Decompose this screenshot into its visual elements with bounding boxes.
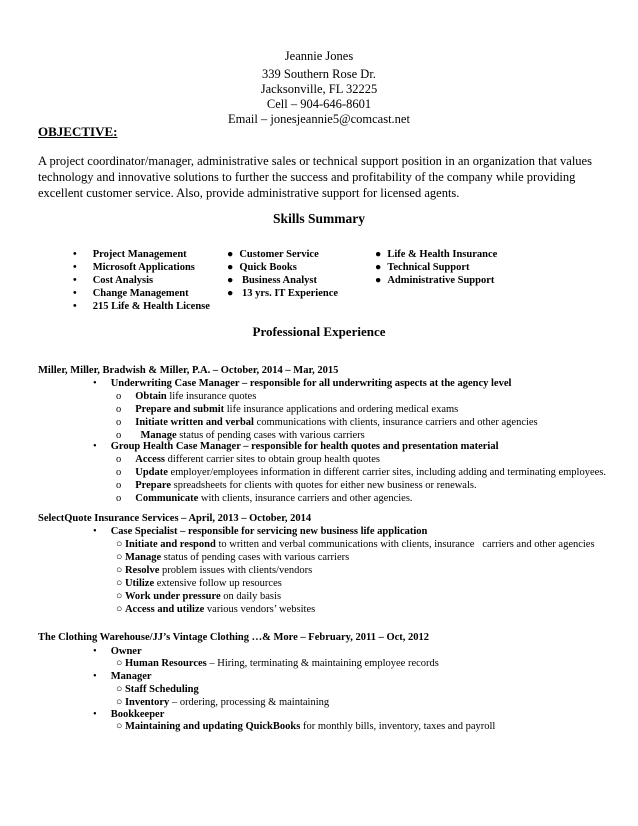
objective-line-2: technology and innovative solutions to further the success and profitability of the company while providing <box>38 170 576 184</box>
list-item: ○ Resolve problem issues with clients/vendors <box>116 565 313 576</box>
skill-item: ● Business Analyst <box>227 275 317 286</box>
job3-role2-list <box>116 683 329 709</box>
list-item: ○ Utilize extensive follow up resources <box>116 578 282 589</box>
list-item: ○ Inventory – ordering, processing & maintaining <box>116 697 330 708</box>
objective-line-1: A project coordinator/manager, administrative sales or technical support position in an organization that values <box>38 154 592 168</box>
job3-heading: The Clothing Warehouse/JJ’s Vintage Clothing …& More – February, 2011 – Oct, 2012 <box>38 632 430 643</box>
list-item: ○ Maintaining and updating QuickBooks for monthly bills, inventory, taxes and payroll <box>116 721 496 732</box>
contact-cell: Cell – 904-646-8601 <box>266 97 372 111</box>
contact-email: Email – jonesjeannie5@comcast.net <box>228 112 410 126</box>
job1-role2: • Group Health Case Manager – responsible for health quotes and presentation material <box>93 441 499 452</box>
skill-item: ● Quick Books <box>227 262 297 273</box>
list-item: ○ Work under pressure on daily basis <box>116 591 282 602</box>
list-item: o Manage status of pending cases with various carriers <box>116 430 365 441</box>
job3-role1: • Owner <box>93 646 142 657</box>
list-item: o Prepare spreadsheets for clients with quotes for either new business or renewals. <box>116 480 477 491</box>
skills-col2 <box>227 248 338 300</box>
contact-city: Jacksonville, FL 32225 <box>260 82 378 96</box>
job3-role3: • Bookkeeper <box>93 709 165 720</box>
job2-role1: • Case Specialist – responsible for servicing new business life application <box>93 526 428 537</box>
job2-role1-list <box>116 538 595 616</box>
job1-heading: Miller, Miller, Bradwish & Miller, P.A. – October, 2014 – Mar, 2015 <box>38 365 339 376</box>
skill-item: • Microsoft Applications <box>73 262 195 273</box>
job1-role1: • Underwriting Case Manager – responsible for all underwriting aspects at the agency level <box>93 378 512 389</box>
job2-heading: SelectQuote Insurance Services – April, 2013 – October, 2014 <box>38 513 312 524</box>
list-item: ○ Access and utilize various vendors’ websites <box>116 604 316 615</box>
list-item: o Update employer/employees information in different carrier sites, including adding and terminating employees. <box>116 467 606 478</box>
contact-street: 339 Southern Rose Dr. <box>262 67 376 81</box>
objective-line-3: excellent customer service. Also, provide administrative support for licensed agents. <box>38 186 460 200</box>
job3-role2: • Manager <box>93 671 152 682</box>
skill-item: ● Technical Support <box>375 262 470 273</box>
list-item: ○ Human Resources – Hiring, terminating & maintaining employee records <box>116 658 439 669</box>
job3-role1-list <box>116 657 439 670</box>
skill-item: ● Life & Health Insurance <box>375 249 498 260</box>
list-item: o Prepare and submit life insurance applications and ordering medical exams <box>116 404 459 415</box>
skills-col3 <box>375 248 497 287</box>
list-item: ○ Manage status of pending cases with various carriers <box>116 552 350 563</box>
job1-role1-list <box>116 390 538 442</box>
list-item: o Access different carrier sites to obtain group health quotes <box>116 454 380 465</box>
skills-title: Skills Summary <box>273 211 365 226</box>
list-item: ○ Staff Scheduling <box>116 684 199 695</box>
skill-item: ● Customer Service <box>227 249 319 260</box>
skill-item: ● Administrative Support <box>375 275 495 286</box>
job3-role3-list <box>116 720 495 733</box>
list-item: o Communicate with clients, insurance carriers and other agencies. <box>116 493 413 504</box>
skill-item: ● 13 yrs. IT Experience <box>227 288 339 299</box>
skill-item: • Cost Analysis <box>73 275 154 286</box>
skill-item: • Change Management <box>73 288 189 299</box>
skill-item: • Project Management <box>73 249 187 260</box>
objective-heading: OBJECTIVE: <box>38 124 118 139</box>
job1-role2-list <box>116 453 606 505</box>
experience-title: Professional Experience <box>252 324 386 339</box>
skill-item: • 215 Life & Health License <box>73 301 210 312</box>
list-item: o Initiate written and verbal communications with clients, insurance carriers and other agencies <box>116 417 538 428</box>
list-item: ○ Initiate and respond to written and verbal communications with clients, insurance carriers and other agencies <box>116 539 595 550</box>
list-item: o Obtain life insurance quotes <box>116 391 257 402</box>
skills-col1 <box>73 248 210 313</box>
contact-name: Jeannie Jones <box>284 49 354 63</box>
